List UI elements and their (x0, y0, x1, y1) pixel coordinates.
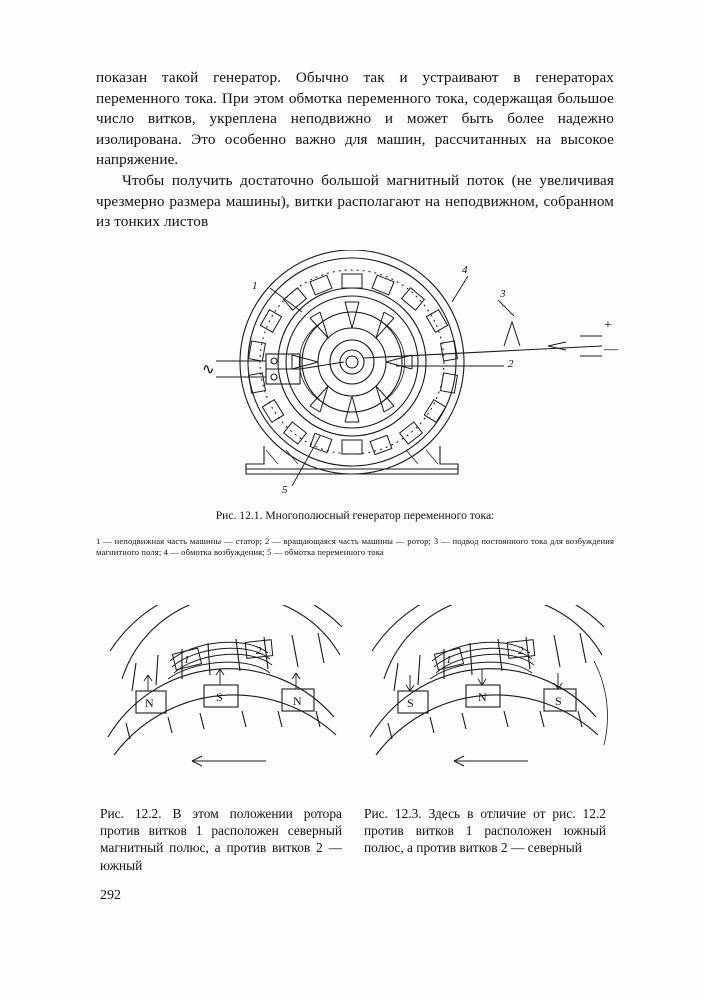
callout-4: 4 (462, 264, 468, 276)
figure-12-3-caption: Рис. 12.3. Здесь в отличие от рис. 12.2 против витков 1 расположен южный полюс, а против витков 2 — северный (364, 806, 606, 856)
diagram-12-2 (108, 605, 342, 766)
dc-supply-lead (364, 322, 602, 358)
figure-12-1 (96, 250, 618, 500)
pole-label-left-3: N (293, 694, 302, 708)
callout-3: 3 (500, 288, 506, 300)
figure-12-2-caption: Рис. 12.2. В этом положении ротора против витков 1 расположен северный магнитный полюс, а против витков 2 — южный (100, 806, 342, 873)
pole-label-left-2: S (216, 690, 223, 704)
figure-12-1-caption: Рис. 12.1. Многополюсный генератор переменного тока: (215, 509, 495, 522)
callout-2: 2 (508, 358, 514, 370)
figures-12-2-and-12-3 (96, 605, 614, 790)
generator-diagram (96, 250, 614, 500)
shaft-inner (346, 356, 358, 368)
coil-label-right-2: 2 (518, 645, 524, 657)
diagram-12-3 (370, 605, 607, 766)
pole-label-left-1: N (145, 696, 154, 710)
rotor-hub-outer (318, 328, 386, 396)
paragraph-2: Чтобы получить достаточно большой магнитный поток (не увеличивая чрезмерно размера машины), витки располагают на неподвижном, собранном из тонких листов (96, 171, 614, 231)
pole-label-right-1: S (407, 696, 414, 710)
callout-5: 5 (282, 484, 288, 496)
terminal-plus: + (604, 318, 612, 333)
pole-position-diagrams (96, 605, 614, 790)
figure-12-1-legend: 1 — неподвижная часть машины — статор; 2 — вращающаяся часть машины — ротор; 3 — подвод постоянного тока для возбуждения магнитного поля; 4 — обмотка возбуждения; 5 — обмотка переменного тока (96, 536, 614, 558)
body-text-block (96, 68, 614, 233)
pole-label-right-3: S (555, 694, 562, 708)
ac-symbol-text: ∿ (202, 362, 215, 378)
terminal-minus: — (604, 342, 618, 357)
page-number: 292 (100, 888, 121, 903)
rotor-pole-blocks (136, 685, 314, 713)
callout-leaders (270, 276, 514, 486)
callout-1: 1 (252, 280, 258, 292)
rotor-poles (292, 302, 412, 422)
paragraph-1: показан такой генератор. Обычно так и устраивают в генераторах переменного тока. При этом обмотка переменного тока, содержащая большое число витков, укреплена неподвижно и может быть более надежно изолирована. Это особенно важно для машин, рассчитанных на высокое напряжение. (96, 69, 614, 169)
rotor-hub-inner (330, 340, 374, 384)
stator-inner-circle (248, 258, 456, 466)
stator-slots (260, 270, 444, 454)
coil-label-left-2: 2 (256, 645, 262, 657)
rotor-ring-2 (286, 296, 418, 428)
coil-label-right-1: 1 (446, 654, 452, 666)
pole-label-right-2: N (478, 690, 487, 704)
rotor-pole-blocks-2 (398, 685, 576, 713)
coil-label-left-1: 1 (184, 654, 190, 666)
